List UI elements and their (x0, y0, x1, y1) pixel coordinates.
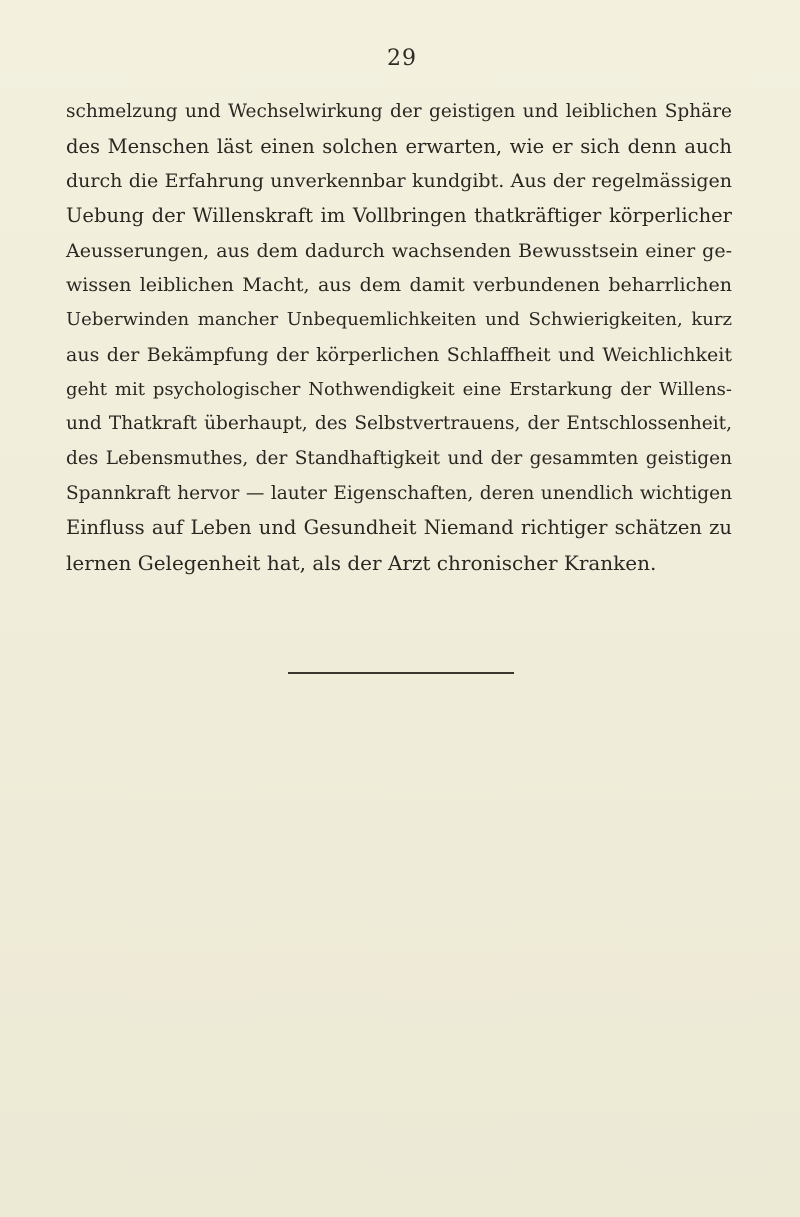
text-line: Aeusserungen, aus dem dadurch wachsenden Bewusstsein einer ge- (66, 239, 732, 262)
text-line: lernen Gelegenheit hat, als der Arzt chronischer Kranken. (66, 550, 657, 575)
body-paragraph (66, 95, 732, 581)
text-line: geht mit psychologischer Nothwendigkeit eine Erstarkung der Willens- (66, 378, 732, 400)
text-line: des Menschen läst einen solchen erwarten, wie er sich denn auch (66, 134, 732, 158)
section-divider (288, 672, 514, 674)
text-line: Ueberwinden mancher Unbequemlichkeiten und Schwierigkeiten, kurz (66, 309, 732, 331)
text-line: des Lebensmuthes, der Standhaftigkeit und der gesammten geistigen (66, 447, 732, 469)
text-line: Einfluss auf Leben und Gesundheit Niemand richtiger schätzen zu (66, 516, 732, 540)
text-line: Uebung der Willenskraft im Vollbringen thatkräftiger körperlicher (66, 204, 732, 228)
text-line: schmelzung und Wechselwirkung der geistigen und leiblichen Sphäre (66, 101, 732, 122)
text-line: durch die Erfahrung unverkennbar kundgibt. Aus der regelmässigen (66, 170, 732, 193)
text-line: und Thatkraft überhaupt, des Selbstvertrauens, der Entschlossenheit, (66, 413, 732, 435)
page-number: 29 (387, 46, 417, 71)
text-line: wissen leiblichen Macht, aus dem damit verbundenen beharrlichen (66, 274, 732, 297)
text-line: aus der Bekämpfung der körperlichen Schlaffheit und Weichlichkeit (66, 343, 732, 366)
text-line: Spannkraft hervor — lauter Eigenschaften, deren unendlich wichtigen (66, 482, 732, 504)
